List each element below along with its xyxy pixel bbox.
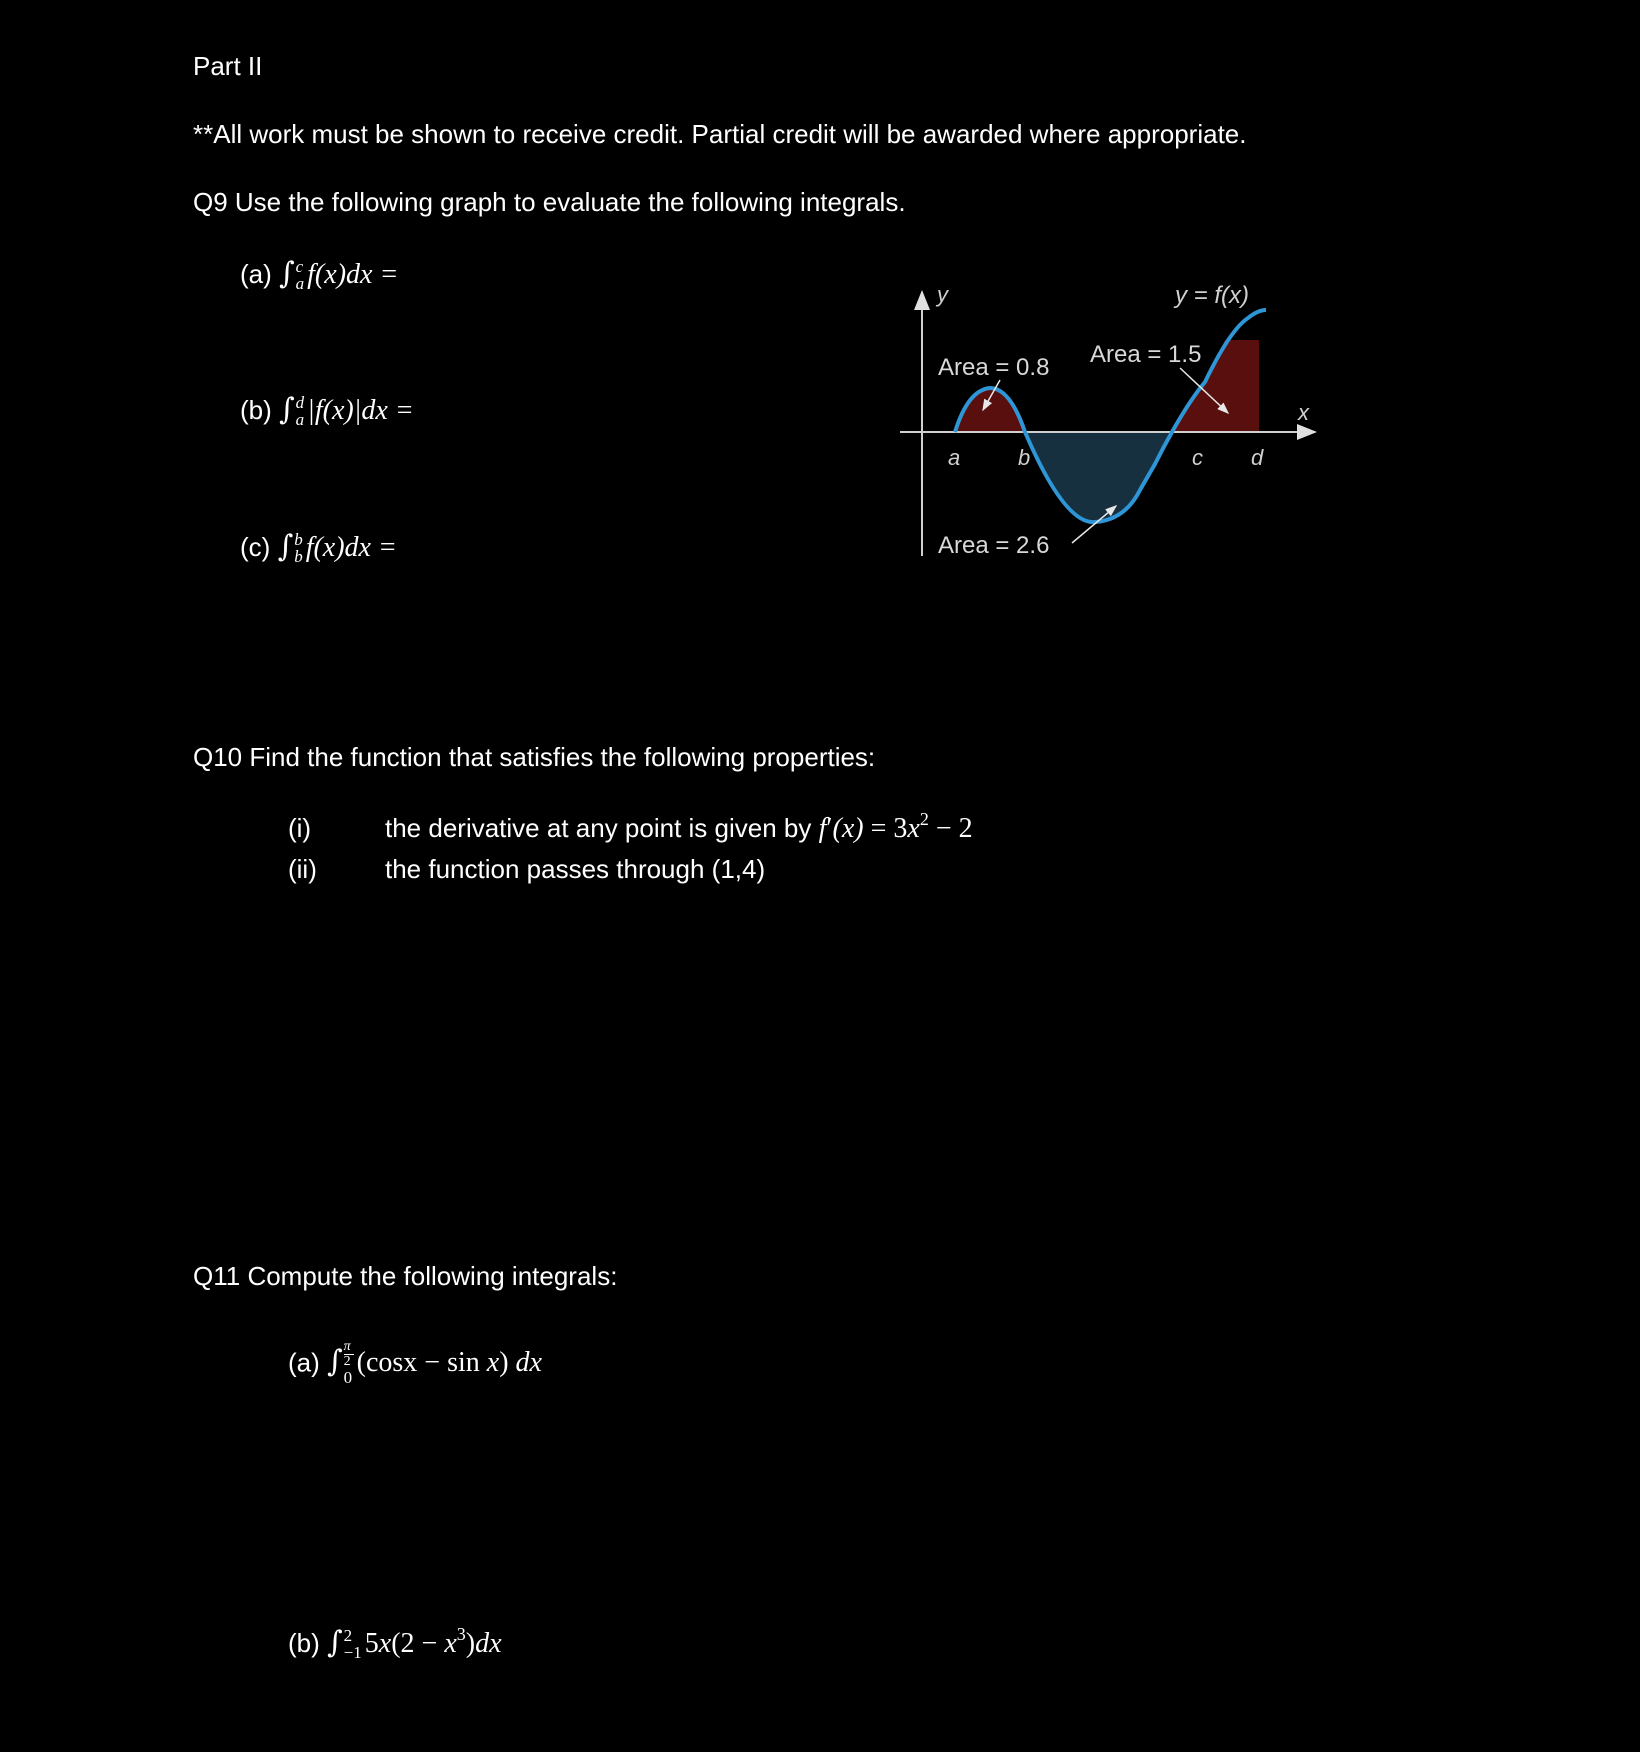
- q11-prompt: Q11 Compute the following integrals:: [193, 1261, 618, 1291]
- math-exponent: 2: [919, 809, 929, 829]
- upper-limit: d: [295, 392, 305, 412]
- integral-limits: [294, 531, 303, 565]
- integral-limits: [296, 258, 305, 292]
- lower-limit: −1: [343, 1642, 362, 1662]
- upper-limit: b: [294, 529, 303, 549]
- instructions-text: **All work must be shown to receive credit. Partial credit will be awarded where appropriate.: [193, 119, 1247, 149]
- q9-item-c: [240, 531, 397, 567]
- math-prime: ′: [826, 813, 833, 844]
- q10-prompt: Q10 Find the function that satisfies the following properties:: [193, 742, 876, 772]
- point-label-b: b: [1018, 445, 1031, 470]
- point-label-c: c: [1192, 445, 1203, 470]
- math-tail: − 2: [928, 813, 973, 844]
- q10-item-ii: the function passes through (1,4): [385, 854, 766, 884]
- integrand-close: ): [499, 1347, 516, 1379]
- q9-graph: [890, 270, 1330, 570]
- area-label-3: Area = 2.6: [938, 532, 1050, 559]
- q11-item-b: [288, 1624, 502, 1663]
- lower-limit: a: [295, 273, 305, 293]
- q9-item-label: (b): [240, 395, 272, 425]
- q10-item-text: the derivative at any point is given by: [385, 813, 819, 843]
- integrand-end: ): [465, 1628, 476, 1659]
- q9-item-b: [240, 394, 414, 430]
- q11-item-label: (a): [288, 1347, 320, 1378]
- y-axis-label: y: [937, 282, 948, 307]
- q9-prompt: Q9 Use the following graph to evaluate the following integrals.: [193, 187, 906, 217]
- integrand-var: x: [378, 1628, 392, 1659]
- curve-label: y = f(x): [1175, 282, 1250, 309]
- integrand-exponent: 3: [456, 1624, 466, 1644]
- upper-limit: 2: [343, 1625, 353, 1645]
- math-arg: (x): [832, 813, 864, 844]
- area-label-2: Area = 1.5: [1090, 341, 1202, 368]
- area-label-1: Area = 0.8: [938, 354, 1050, 381]
- integrand: |f(x)|dx =: [307, 395, 414, 426]
- x-axis-label: x: [1298, 400, 1309, 425]
- integral-sign-icon: ∫: [279, 392, 295, 427]
- integrand-dx: dx: [475, 1628, 502, 1659]
- math-var: x: [907, 813, 920, 844]
- integral-sign-icon: ∫: [277, 529, 294, 564]
- integral-sign-icon: ∫: [327, 1625, 343, 1660]
- q11-item-label: (b): [288, 1628, 320, 1658]
- lower-limit: 0: [343, 1368, 353, 1387]
- integrand-var: x: [486, 1347, 500, 1379]
- math-eq: = 3: [863, 813, 908, 844]
- integrand-dx: dx: [515, 1347, 542, 1379]
- integral-limits: [344, 1340, 354, 1386]
- part-label: Part II: [193, 51, 263, 81]
- q11-item-a: [288, 1339, 542, 1388]
- lower-limit: a: [295, 409, 305, 429]
- point-label-d: d: [1251, 445, 1264, 470]
- integral-sign-icon: ∫: [327, 1344, 343, 1380]
- q10-item-i: [385, 809, 973, 847]
- integral-sign-icon: ∫: [279, 256, 295, 291]
- q9-item-label: (c): [240, 532, 271, 562]
- integrand: f(x)dx =: [305, 532, 397, 563]
- integrand-coef: 5: [364, 1628, 379, 1659]
- upper-limit-fraction: [344, 1340, 354, 1369]
- lower-limit: b: [294, 546, 303, 566]
- integrand-paren: (2 −: [391, 1628, 445, 1659]
- math-f: f: [818, 813, 827, 844]
- point-label-a: a: [948, 445, 961, 470]
- q9-item-a: [240, 258, 398, 294]
- integrand-open: (cosx − sin: [356, 1347, 487, 1379]
- fraction-denominator: 2: [343, 1354, 351, 1369]
- integrand: f(x)dx =: [307, 259, 399, 290]
- integrand-var2: x: [444, 1628, 457, 1659]
- fraction-numerator: π: [343, 1339, 351, 1354]
- q9-item-label: (a): [240, 259, 272, 289]
- upper-limit: c: [295, 256, 304, 276]
- q10-item-label-i: (i): [288, 813, 312, 843]
- integral-limits: [296, 394, 305, 428]
- integral-limits: [344, 1627, 362, 1661]
- q10-item-label-ii: (ii): [288, 854, 317, 884]
